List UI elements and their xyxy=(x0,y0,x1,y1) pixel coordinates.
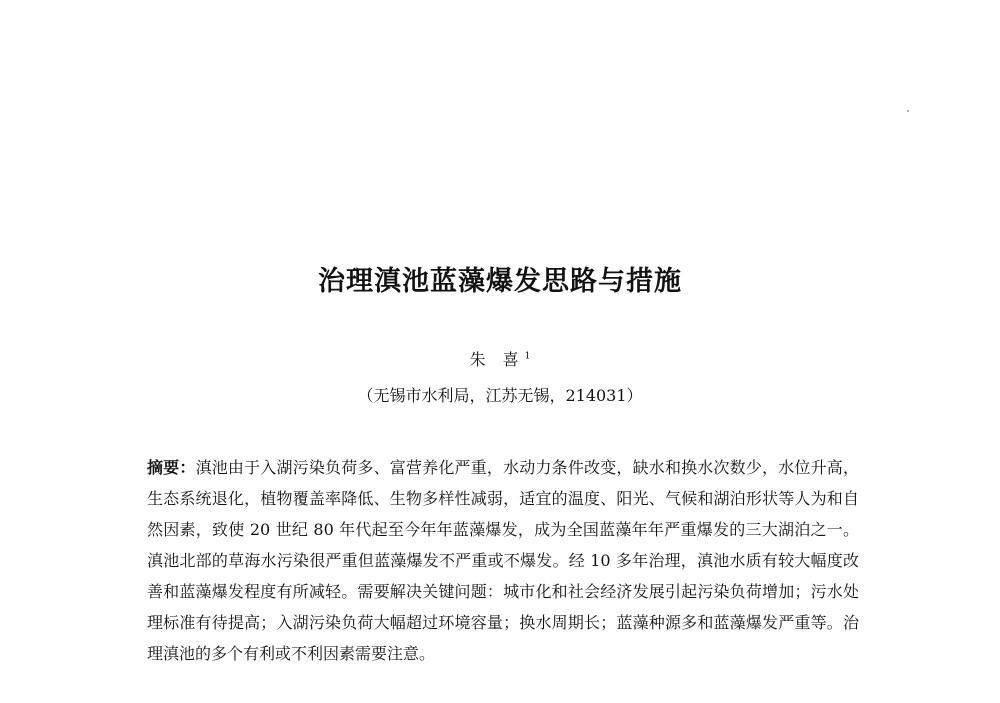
abstract-label: 摘要： xyxy=(147,458,196,477)
author-affiliation: （无锡市水利局，江苏无锡，214031） xyxy=(357,386,643,405)
author-line xyxy=(0,348,1000,372)
author-name: 朱 喜 xyxy=(469,350,525,369)
author-superscript: 1 xyxy=(524,351,531,362)
abstract-text: 滇池由于入湖污染负荷多、富营养化严重，水动力条件改变，缺水和换水次数少，水位升高，生态系统退化，植物覆盖率降低、生物多样性减弱，适宜的温度、阳光、气候和湖泊形状等人为和自然因素，致使 20 世纪 80 年代起至今年年蓝藻爆发，成为全国蓝藻年年严重爆发的三大湖泊之一。滇池北部的草海水污染很严重但蓝藻爆发不严重或不爆发。经 10 多年治理，滇池水质有较大幅度改善和蓝藻爆发程度有所减轻。需要解决关键问题：城市化和社会经济发展引起污染负荷增加；污水处理标准有待提高；入湖污染负荷大幅超过环境容量；换水周期长；蓝藻种源多和蓝藻爆发严重等。治理滇池的多个有利或不利因素需要注意。 xyxy=(147,458,859,663)
scan-speck xyxy=(907,110,909,112)
paper-title: 治理滇池蓝藻爆发思路与措施 xyxy=(318,266,682,297)
abstract-paragraph xyxy=(147,452,859,702)
